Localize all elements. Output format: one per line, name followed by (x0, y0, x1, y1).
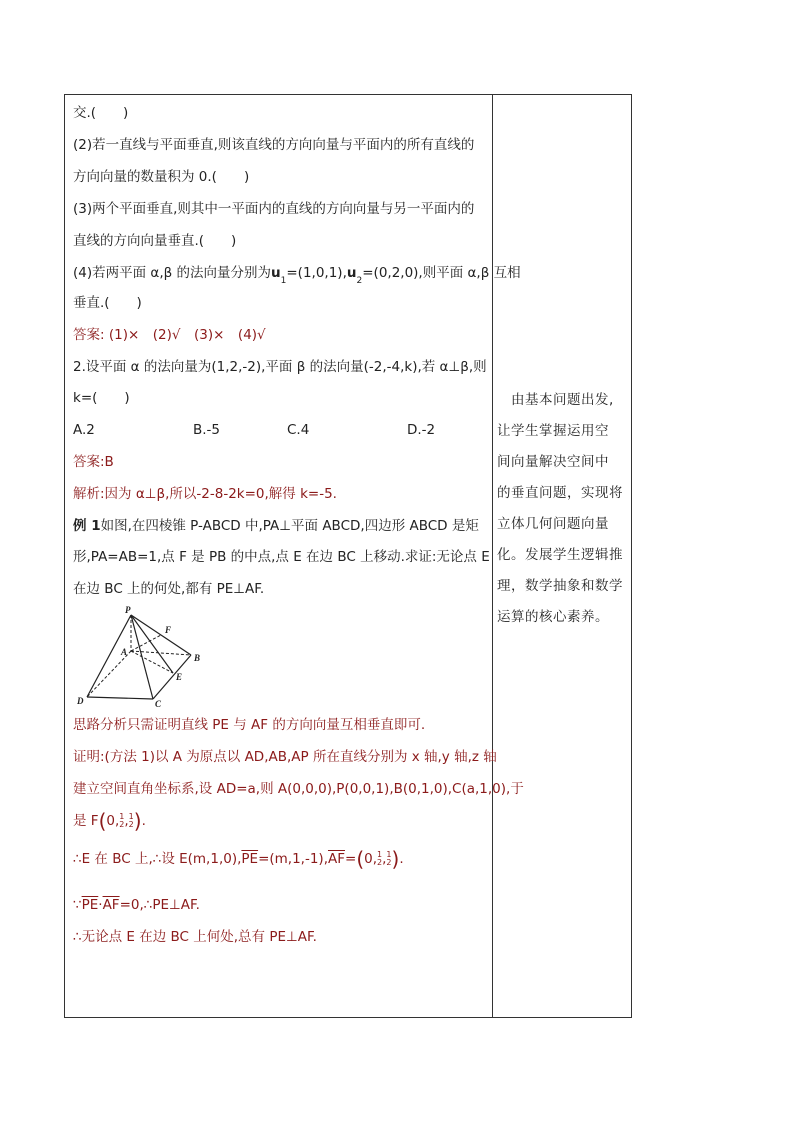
proof-line-2: 建立空间直角坐标系,设 AD=a,则 A(0,0,0),P(0,0,1),B(0,1,0),C(a,1,0),于 (73, 781, 524, 797)
label-e: E (176, 672, 183, 682)
q2-option-b: B.-5 (193, 422, 221, 438)
side-line-8: 运算的核心素养。 (497, 609, 609, 625)
q1-line-3b: 直线的方向向量垂直.( ) (73, 233, 237, 249)
q2-stem-a: 2.设平面 α 的法向量为(1,2,-2),平面 β 的法向量(-2,-4,k),若 α⊥β,则 (73, 359, 487, 375)
q1-line-4a: (4)若两平面 α,β 的法向量分别为$u_1=(1,0,1),u_2=(0,2,0)$,则平面 α,β 互相 (73, 265, 521, 286)
label-a: A (121, 647, 128, 657)
side-line-6: 化。发展学生逻辑推 (497, 547, 623, 563)
label-c: C (155, 699, 162, 708)
side-line-2: 让学生掌握运用空 (497, 423, 609, 439)
side-line-1: 由基本问题出发, (497, 392, 614, 408)
pyramid-figure (77, 603, 207, 708)
q2-stem-b: k=( ) (73, 390, 130, 406)
q2-option-d: D.-2 (407, 422, 436, 438)
q2-answer: 答案:B (73, 454, 114, 470)
proof-line-1: 证明:(方法 1)以 A 为原点以 AD,AB,AP 所在直线分别为 x 轴,y 轴,z 轴 (73, 749, 497, 765)
side-line-7: 理，数学抽象和数学 (497, 578, 623, 594)
lesson-table (64, 94, 632, 1018)
q1-line-2a: (2)若一直线与平面垂直,则该直线的方向向量与平面内的所有直线的 (73, 137, 475, 153)
design-intent-cell (497, 385, 629, 633)
example-line-3: 在边 BC 上的何处,都有 PE⊥AF. (73, 581, 265, 597)
q2-option-c: C.4 (287, 422, 310, 438)
q1-line-0: 交.( ) (73, 105, 129, 121)
q1-line-2b: 方向向量的数量积为 0.( ) (73, 169, 250, 185)
label-p: P (125, 605, 131, 615)
example-title: 例 1 (73, 518, 101, 534)
proof-conclusion: ∴无论点 E 在边 BC 上何处,总有 PE⊥AF. (73, 929, 317, 945)
label-b: B (194, 653, 201, 663)
column-divider (492, 95, 493, 1017)
proof-line-3: 是 F(0,1 2,1 2). (73, 809, 146, 833)
side-line-4: 的垂直问题，实现将 (497, 485, 623, 501)
proof-idea: 思路分析只需证明直线 PE 与 AF 的方向向量互相垂直即可. (73, 717, 426, 733)
label-f: F (165, 625, 172, 635)
example-line-2: 形,PA=AB=1,点 F 是 PB 的中点,点 E 在边 BC 上移动.求证:无论点 E (73, 549, 490, 565)
proof-line-5: $\because\overline{PE}\cdot\overline{AF}=0,\therefore PE\perp AF$. (73, 897, 200, 913)
q1-answer: 答案: (1)× (2)√ (3)× (4)√ (73, 327, 266, 343)
example-line-1: 例 1如图,在四棱锥 P-ABCD 中,PA⊥平面 ABCD,四边形 ABCD 是矩 (73, 518, 479, 534)
label-d: D (77, 696, 84, 706)
side-line-5: 立体几何问题向量 (497, 516, 609, 532)
q1-line-3a: (3)两个平面垂直,则其中一平面内的直线的方向向量与另一平面内的 (73, 201, 475, 217)
proof-line-4: ∴E 在 BC 上,∴设 $E(m,1,0),\overline{PE}=(m,1,-1),\overline{AF}=(0,1$ 2,1 2). (73, 847, 404, 871)
q2-option-a: A.2 (73, 422, 95, 438)
side-line-3: 间向量解决空间中 (497, 454, 609, 470)
q1-line-4b: 垂直.( ) (73, 295, 142, 311)
q2-analysis: 解析:因为 α⊥β,所以-2-8-2k=0,解得 k=-5. (73, 486, 337, 502)
